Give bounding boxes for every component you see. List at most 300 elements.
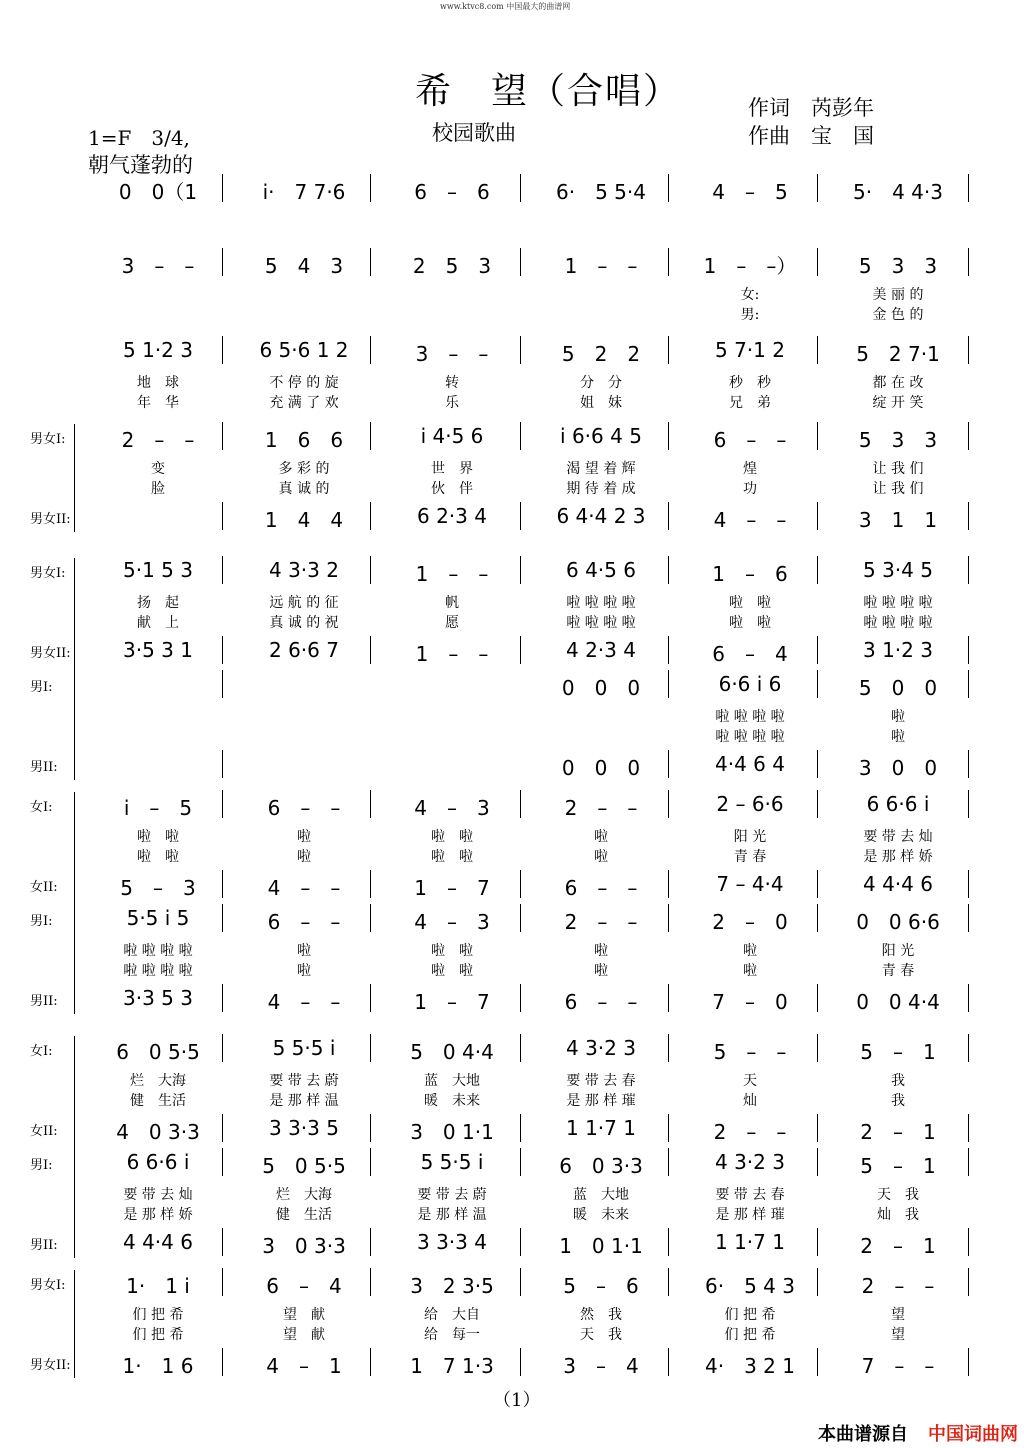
barline <box>222 1114 223 1142</box>
measure-notes: 3 – – <box>121 254 195 278</box>
lyric-text: 啦 <box>594 943 608 959</box>
measure-notes: 5 2 2 <box>561 342 641 366</box>
tempo-marking: 朝气蓬勃的 <box>88 153 193 177</box>
barline <box>668 870 669 898</box>
top-url: www.ktvc8.com 中国最大的曲谱网 <box>440 2 571 11</box>
lyric-text: 充 满 了 欢 <box>269 395 339 411</box>
measure-notes: 6· 5 5·4 <box>556 180 646 204</box>
measure-notes: 7 – 4·4 <box>716 872 784 896</box>
barline <box>968 1034 969 1062</box>
lyric-text: 世 界 <box>431 461 473 477</box>
measure-notes: 2 – – <box>713 1120 787 1144</box>
lyric-text: 啦 <box>891 709 905 725</box>
measure-notes: 4 – – <box>713 508 787 532</box>
measure-notes: 1 – – <box>415 562 489 586</box>
barline <box>520 556 521 584</box>
barline <box>968 336 969 364</box>
lyric-text: 真 诚 的 <box>278 481 330 497</box>
measure-notes: 5 2 7·1 <box>856 342 940 366</box>
measure-notes: 5 3·4 5 <box>863 558 933 582</box>
measure-notes: 5 – 3 <box>120 876 196 900</box>
barline <box>968 1114 969 1142</box>
barline <box>222 422 223 450</box>
measure-notes: 6 – – <box>267 910 341 934</box>
barline <box>817 1268 818 1296</box>
part-label: 男I: <box>30 680 53 695</box>
measure-notes: 4·4 6 4 <box>715 752 785 776</box>
barline <box>520 1148 521 1176</box>
barline <box>968 248 969 276</box>
measure-notes: 3 1·2 3 <box>863 638 933 662</box>
measure-notes: 4 – 3 <box>414 796 490 820</box>
barline <box>668 670 669 698</box>
barline <box>968 670 969 698</box>
barline <box>668 1114 669 1142</box>
lyric-text: 真 诚 的 祝 <box>269 615 339 631</box>
measure-notes: 2 5 3 <box>412 254 492 278</box>
lyric-text: 啦 <box>594 963 608 979</box>
barline <box>817 670 818 698</box>
lyric-text: 望 <box>891 1327 905 1343</box>
lyric-text: 啦 啦 <box>431 849 473 865</box>
part-label: 男女I: <box>30 566 66 581</box>
part-label: 男I: <box>30 1158 53 1173</box>
part-label: 男II: <box>30 760 58 775</box>
lyric-text: 青 春 <box>733 849 767 865</box>
barline <box>520 1228 521 1256</box>
lyric-text: 是 那 样 璀 <box>715 1207 785 1223</box>
measure-notes: 2 – 6·6 <box>716 792 784 816</box>
measure-notes: 6 4·5 6 <box>566 558 636 582</box>
measure-notes: 5 0 4·4 <box>410 1040 494 1064</box>
barline <box>968 1228 969 1256</box>
measure-notes: 6 6·6 i <box>866 792 930 816</box>
system-bracket <box>74 792 75 1014</box>
measure-notes: 2 – 1 <box>860 1120 936 1144</box>
measure-notes: 0 0 4·4 <box>856 990 940 1014</box>
barline <box>370 174 371 202</box>
lyric-text: 啦 啦 啦 啦 <box>566 615 636 631</box>
measure-notes: 5 3 3 <box>858 254 938 278</box>
measure-notes: 4 – – <box>267 876 341 900</box>
measure-notes: 3 0 3·3 <box>262 1234 346 1258</box>
measure-notes: 5 0 5·5 <box>262 1154 346 1178</box>
measure-notes: 4 – – <box>267 990 341 1014</box>
barline <box>370 870 371 898</box>
barline <box>968 422 969 450</box>
measure-notes: 6· 5 4 3 <box>705 1274 795 1298</box>
barline <box>968 1348 969 1376</box>
measure-notes: 6 0 5·5 <box>116 1040 200 1064</box>
barline <box>968 904 969 932</box>
lyric-text: 啦 啦 啦 啦 <box>715 729 785 745</box>
barline <box>968 174 969 202</box>
part-label: 男女II: <box>30 512 71 527</box>
lyric-text: 秒 秒 <box>729 375 771 391</box>
barline <box>968 790 969 818</box>
lyric-text: 们 把 希 <box>132 1327 184 1343</box>
barline <box>222 1228 223 1256</box>
lyric-text: 伙 伴 <box>431 481 473 497</box>
barline <box>370 502 371 530</box>
lyric-text: 姐 妹 <box>580 395 622 411</box>
measure-notes: 5 1·2 3 <box>123 338 193 362</box>
lyric-text: 啦 啦 啦 啦 <box>566 595 636 611</box>
measure-notes: 5· 4 4·3 <box>853 180 943 204</box>
measure-notes: 1 4 4 <box>264 508 344 532</box>
barline <box>817 1114 818 1142</box>
barline <box>817 984 818 1012</box>
barline <box>222 1348 223 1376</box>
lyric-text: 啦 啦 <box>729 595 771 611</box>
lyric-text: 天 <box>743 1073 757 1089</box>
measure-notes: 5 4 3 <box>264 254 344 278</box>
measure-notes: 5 7·1 2 <box>715 338 785 362</box>
measure-notes: 1 1·7 1 <box>715 1230 785 1254</box>
lyric-text: 啦 啦 <box>137 829 179 845</box>
lyric-text: 变 <box>151 461 165 477</box>
measure-notes: 1 0 1·1 <box>559 1234 643 1258</box>
barline <box>968 636 969 664</box>
barline <box>520 1034 521 1062</box>
lyric-text: 要 带 去 春 <box>715 1187 785 1203</box>
lyric-text: 要 带 去 蔚 <box>417 1187 487 1203</box>
lyric-text: 啦 <box>297 829 311 845</box>
lyric-text: 是 那 样 温 <box>269 1093 339 1109</box>
measure-notes: i 4·5 6 <box>420 424 484 448</box>
measure-notes: 3·3 5 3 <box>123 986 193 1010</box>
barline <box>370 1148 371 1176</box>
barline <box>370 1114 371 1142</box>
lyric-text: 男: <box>740 307 760 323</box>
lyric-text: 青 春 <box>881 963 915 979</box>
measure-notes: 3·5 3 1 <box>123 638 193 662</box>
measure-notes: 4 – 3 <box>414 910 490 934</box>
measure-notes: 3 – 4 <box>563 1354 639 1378</box>
barline <box>222 1034 223 1062</box>
lyric-text: 要 带 去 春 <box>566 1073 636 1089</box>
measure-notes: 1 – 7 <box>414 876 490 900</box>
measure-notes: 6 2·3 4 <box>417 504 487 528</box>
lyric-text: 要 带 去 蔚 <box>269 1073 339 1089</box>
part-label: 男女II: <box>30 646 71 661</box>
measure-notes: 1· 1 6 <box>122 1354 194 1378</box>
measure-notes: 3 1 1 <box>858 508 938 532</box>
measure-notes: 4 4·4 6 <box>123 1230 193 1254</box>
lyric-text: 啦 啦 <box>431 829 473 845</box>
measure-notes: 6 – 4 <box>712 642 788 666</box>
barline <box>520 870 521 898</box>
lyric-text: 要 带 去 灿 <box>863 829 933 845</box>
measure-notes: 2 – 1 <box>860 1234 936 1258</box>
measure-notes: 3 3·3 4 <box>417 1230 487 1254</box>
lyric-text: 阳 光 <box>881 943 915 959</box>
lyric-text: 蓝 大地 <box>573 1187 629 1203</box>
barline <box>968 1148 969 1176</box>
barline <box>370 248 371 276</box>
lyric-text: 乐 <box>445 395 459 411</box>
barline <box>222 248 223 276</box>
barline <box>668 1268 669 1296</box>
part-label: 男女II: <box>30 1358 71 1373</box>
measure-notes: 4 4·4 6 <box>863 872 933 896</box>
lyric-text: 愿 <box>445 615 459 631</box>
barline <box>668 1148 669 1176</box>
lyric-text: 灿 我 <box>877 1207 919 1223</box>
measure-notes: 0 0 0 <box>561 676 641 700</box>
measure-notes: 1· 1 i <box>126 1274 190 1298</box>
page-title: 希 望（合唱） <box>415 71 682 112</box>
barline <box>817 422 818 450</box>
barline <box>222 670 223 698</box>
barline <box>817 790 818 818</box>
barline <box>817 556 818 584</box>
measure-notes: 6 – – <box>713 428 787 452</box>
barline <box>370 984 371 1012</box>
measure-notes: 4 0 3·3 <box>116 1120 200 1144</box>
barline <box>668 904 669 932</box>
barline <box>968 556 969 584</box>
barline <box>668 636 669 664</box>
barline <box>520 636 521 664</box>
barline <box>668 174 669 202</box>
barline <box>370 1034 371 1062</box>
lyric-text: 啦 <box>743 943 757 959</box>
measure-notes: 1 – –） <box>703 254 797 278</box>
measure-notes: 2 – – <box>121 428 195 452</box>
measure-notes: 0 0 6·6 <box>856 910 940 934</box>
barline <box>520 1268 521 1296</box>
barline <box>817 1348 818 1376</box>
barline <box>222 1268 223 1296</box>
barline <box>817 1148 818 1176</box>
barline <box>370 1228 371 1256</box>
lyric-text: 健 生活 <box>276 1207 332 1223</box>
barline <box>222 502 223 530</box>
barline <box>222 1148 223 1176</box>
lyric-text: 啦 啦 啦 啦 <box>863 615 933 631</box>
lyric-text: 们 把 希 <box>724 1307 776 1323</box>
barline <box>668 502 669 530</box>
lyric-text: 是 那 样 娇 <box>123 1207 193 1223</box>
part-label: 男女I: <box>30 432 66 447</box>
barline <box>520 502 521 530</box>
measure-notes: i 6·6 4 5 <box>560 424 642 448</box>
barline <box>520 248 521 276</box>
measure-notes: 6 – – <box>267 796 341 820</box>
part-label: 女I: <box>30 1044 53 1059</box>
barline <box>520 336 521 364</box>
lyric-text: 帆 <box>445 595 459 611</box>
measure-notes: 4 3·3 2 <box>269 558 339 582</box>
lyric-text: 远 航 的 征 <box>269 595 339 611</box>
measure-notes: 3 2 3·5 <box>410 1274 494 1298</box>
barline <box>968 870 969 898</box>
barline <box>668 248 669 276</box>
measure-notes: i· 7 7·6 <box>262 180 346 204</box>
lyric-text: 望 献 <box>283 1307 325 1323</box>
measure-notes: 1 – – <box>415 642 489 666</box>
measure-notes: 5 – 6 <box>563 1274 639 1298</box>
lyric-text: 啦 <box>743 963 757 979</box>
barline <box>222 636 223 664</box>
measure-notes: 4· 3 2 1 <box>705 1354 795 1378</box>
lyric-text: 啦 啦 <box>137 849 179 865</box>
lyric-text: 金 色 的 <box>872 307 924 323</box>
measure-notes: 2 – 0 <box>712 910 788 934</box>
lyric-text: 绽 开 笑 <box>872 395 924 411</box>
subtitle: 校园歌曲 <box>432 121 516 145</box>
measure-notes: 1 7 1·3 <box>410 1354 494 1378</box>
lyric-text: 天 我 <box>580 1327 622 1343</box>
part-label: 女II: <box>30 880 58 895</box>
measure-notes: 2 6·6 7 <box>269 638 339 662</box>
barline <box>370 422 371 450</box>
lyric-text: 啦 啦 啦 啦 <box>123 943 193 959</box>
barline <box>817 336 818 364</box>
measure-notes: i – 5 <box>123 796 193 820</box>
measure-notes: 3 3·3 5 <box>269 1116 339 1140</box>
lyric-text: 啦 啦 <box>729 615 771 631</box>
measure-notes: 5 – 1 <box>860 1154 936 1178</box>
part-label: 男II: <box>30 994 58 1009</box>
barline <box>668 750 669 778</box>
measure-notes: 3 0 0 <box>858 756 938 780</box>
page-number: （1） <box>493 1390 541 1411</box>
barline <box>817 248 818 276</box>
measure-notes: 7 – – <box>861 1354 935 1378</box>
part-label: 女I: <box>30 800 53 815</box>
barline <box>968 1268 969 1296</box>
key-signature: 1=F 3/4, <box>88 126 190 150</box>
lyric-text: 啦 <box>594 849 608 865</box>
lyric-text: 们 把 希 <box>132 1307 184 1323</box>
measure-notes: 0 0（1 <box>118 180 198 204</box>
barline <box>817 1034 818 1062</box>
measure-notes: 4 3·2 3 <box>715 1150 785 1174</box>
lyric-text: 多 彩 的 <box>278 461 330 477</box>
barline <box>222 870 223 898</box>
measure-notes: 4 2·3 4 <box>566 638 636 662</box>
measure-notes: 6 – 6 <box>414 180 490 204</box>
measure-notes: 6 4·4 2 3 <box>556 504 646 528</box>
barline <box>968 984 969 1012</box>
part-label: 男I: <box>30 914 53 929</box>
measure-notes: 3 – – <box>415 342 489 366</box>
lyric-text: 啦 <box>891 729 905 745</box>
lyric-text: 分 分 <box>580 375 622 391</box>
lyric-text: 烂 大海 <box>130 1073 186 1089</box>
barline <box>668 422 669 450</box>
lyric-text: 扬 起 <box>137 595 179 611</box>
barline <box>222 984 223 1012</box>
composer: 作曲 宝 国 <box>748 124 874 148</box>
measure-notes: 5 – – <box>713 1040 787 1064</box>
lyric-text: 啦 啦 <box>431 963 473 979</box>
system-bracket <box>74 424 75 532</box>
lyric-text: 给 大自 <box>424 1307 480 1323</box>
system-bracket <box>74 1270 75 1378</box>
measure-notes: 1 – – <box>564 254 638 278</box>
lyric-text: 兄 弟 <box>729 395 771 411</box>
lyric-text: 啦 啦 啦 啦 <box>123 963 193 979</box>
part-label: 男女I: <box>30 1278 66 1293</box>
lyric-text: 啦 <box>594 829 608 845</box>
measure-notes: 1 6 6 <box>264 428 344 452</box>
barline <box>222 904 223 932</box>
lyric-text: 不 停 的 旋 <box>269 375 339 391</box>
measure-notes: 2 – – <box>564 796 638 820</box>
lyric-text: 啦 啦 啦 啦 <box>715 709 785 725</box>
lyric-text: 期 待 着 成 <box>566 481 636 497</box>
measure-notes: 6 0 3·3 <box>559 1154 643 1178</box>
barline <box>222 750 223 778</box>
lyric-text: 地 球 <box>137 375 179 391</box>
barline <box>668 1034 669 1062</box>
barline <box>370 1268 371 1296</box>
lyric-text: 美 丽 的 <box>872 287 924 303</box>
lyric-text: 啦 <box>297 943 311 959</box>
lyric-text: 让 我 们 <box>872 481 924 497</box>
lyric-text: 暖 未来 <box>424 1093 480 1109</box>
measure-notes: 2 – – <box>861 1274 935 1298</box>
lyric-text: 灿 <box>743 1093 757 1109</box>
barline <box>668 1348 669 1376</box>
measure-notes: 1 1·7 1 <box>566 1116 636 1140</box>
barline <box>668 984 669 1012</box>
measure-notes: 6·6 i 6 <box>718 672 782 696</box>
measure-notes: 1 – 7 <box>414 990 490 1014</box>
barline <box>222 174 223 202</box>
measure-notes: 6 5·6 1 2 <box>259 338 349 362</box>
measure-notes: 6 – 4 <box>266 1274 342 1298</box>
barline <box>222 556 223 584</box>
barline <box>968 750 969 778</box>
lyric-text: 啦 啦 <box>431 943 473 959</box>
measure-notes: 6 6·6 i <box>126 1150 190 1174</box>
barline <box>370 336 371 364</box>
measure-notes: 5 0 0 <box>858 676 938 700</box>
lyric-text: 阳 光 <box>733 829 767 845</box>
measure-notes: 5 3 3 <box>858 428 938 452</box>
measure-notes: 5 5·5 i <box>272 1036 336 1060</box>
lyric-text: 望 <box>891 1307 905 1323</box>
barline <box>370 790 371 818</box>
barline <box>817 636 818 664</box>
barline <box>520 790 521 818</box>
source-label: 本曲谱源自 <box>818 1424 908 1445</box>
measure-notes: 5·5 i 5 <box>126 906 190 930</box>
barline <box>222 336 223 364</box>
barline <box>668 1228 669 1256</box>
lyricist: 作词 芮彭年 <box>748 96 874 120</box>
measure-notes: 6 – – <box>564 876 638 900</box>
lyric-text: 是 那 样 璀 <box>566 1093 636 1109</box>
lyric-text: 转 <box>445 375 459 391</box>
measure-notes: 7 – 0 <box>712 990 788 1014</box>
system-bracket <box>74 558 75 780</box>
barline <box>520 174 521 202</box>
lyric-text: 年 华 <box>137 395 179 411</box>
barline <box>520 422 521 450</box>
barline <box>817 502 818 530</box>
measure-notes: 2 – – <box>564 910 638 934</box>
measure-notes: 5·1 5 3 <box>123 558 193 582</box>
lyric-text: 要 带 去 灿 <box>123 1187 193 1203</box>
barline <box>817 904 818 932</box>
barline <box>370 636 371 664</box>
barline <box>520 904 521 932</box>
